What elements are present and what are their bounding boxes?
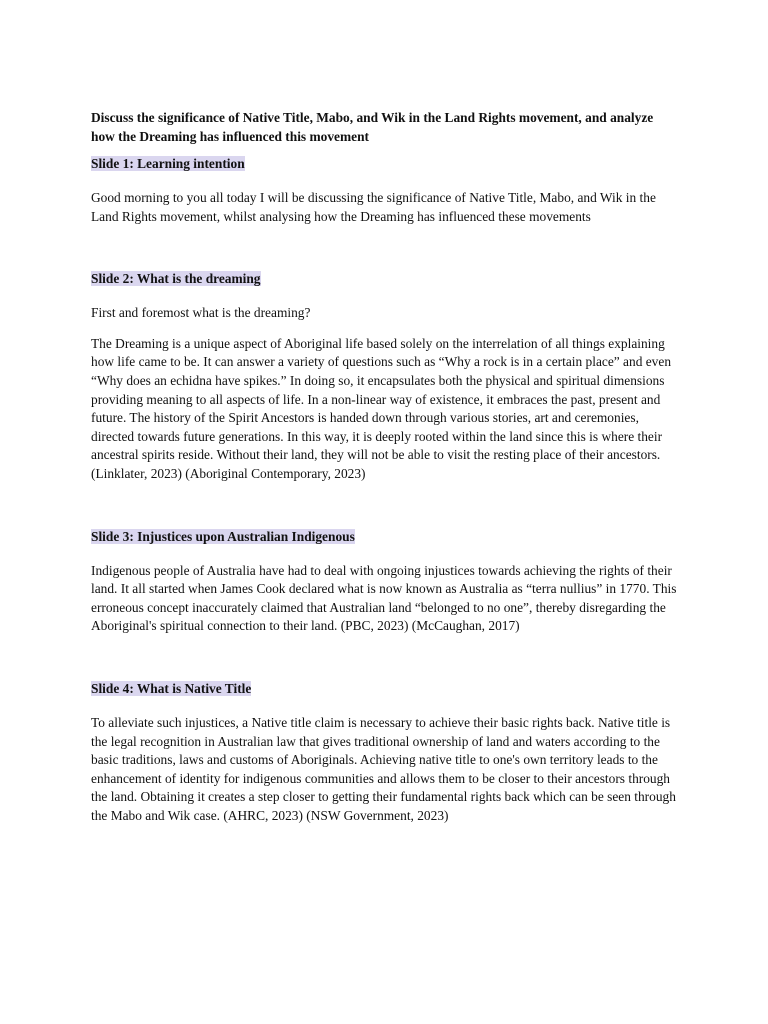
slide-2-paragraph: The Dreaming is a unique aspect of Aboriginal life based solely on the interrelation of all things explaining how life came to be. It can answer a variety of questions such as “Why a rock is in a certain place” and even “Why does an echidna have spikes.” In doing so, it encapsulates both the physical and spiritual dimensions providing meaning to all aspects of life. In a non-linear way of existence, it embraces the past, present and future. The history of the Spirit Ancestors is handed down through various stories, art and ceremonies, directed towards future generations. In this way, it is deeply rooted within the land since this is where their ancestral spirits reside. Without their land, they will not be able to visit the resting place of their ancestors. (Linklater, 2023) (Aboriginal Contemporary, 2023) bbox=[91, 335, 672, 481]
slide-4-paragraph: To alleviate such injustices, a Native title claim is necessary to achieve their basic rights back. Native title is the legal recognition in Australian law that gives traditional ownership of land and waters according to the basic traditions, laws and customs of Aboriginals. Achieving native title to one's own territory leads to the enhancement of identity for indigenous communities and allows them to be closer to their ancestors through the land. Obtaining it creates a step closer to getting their fundamental rights back which can be seen through the Mabo and Wik case. (AHRC, 2023) (NSW Government, 2023) bbox=[91, 714, 676, 823]
document-page bbox=[91, 108, 677, 825]
slide-1-heading-text: Slide 1: Learning intention bbox=[91, 156, 245, 171]
slide-4-heading-text: Slide 4: What is Native Title bbox=[91, 680, 252, 696]
slide-2-question: First and foremost what is the dreaming? bbox=[91, 305, 311, 321]
slide-3-heading-text: Slide 3: Injustices upon Australian Indigenous bbox=[91, 528, 355, 544]
slide-2-heading-text: Slide 2: What is the dreaming bbox=[91, 271, 261, 287]
slide-3-heading bbox=[91, 528, 677, 546]
document-title: Discuss the significance of Native Title, Mabo, and Wik in the Land Rights movement, and analyze how the Dreaming has influenced this movement bbox=[91, 110, 654, 144]
slide-3-paragraph: Indigenous people of Australia have had to deal with ongoing injustices towards achieving the rights of their land. It all started when James Cook declared what is now known as Australia as “terra nullius” in 1770. This erroneous concept inaccurately claimed that Australian land “belonged to no one”, thereby disregarding the Aboriginal's spiritual connection to their land. (PBC, 2023) (McCaughan, 2017) bbox=[91, 562, 677, 634]
slide-2-heading bbox=[91, 270, 677, 288]
slide-4-heading bbox=[91, 680, 677, 698]
slide-1-paragraph: Good morning to you all today I will be discussing the significance of Native Title, Mabo, and Wik in the Land Rights movement, whilst analysing how the Dreaming has influenced these movements bbox=[91, 190, 656, 224]
slide-1-heading bbox=[91, 155, 677, 173]
